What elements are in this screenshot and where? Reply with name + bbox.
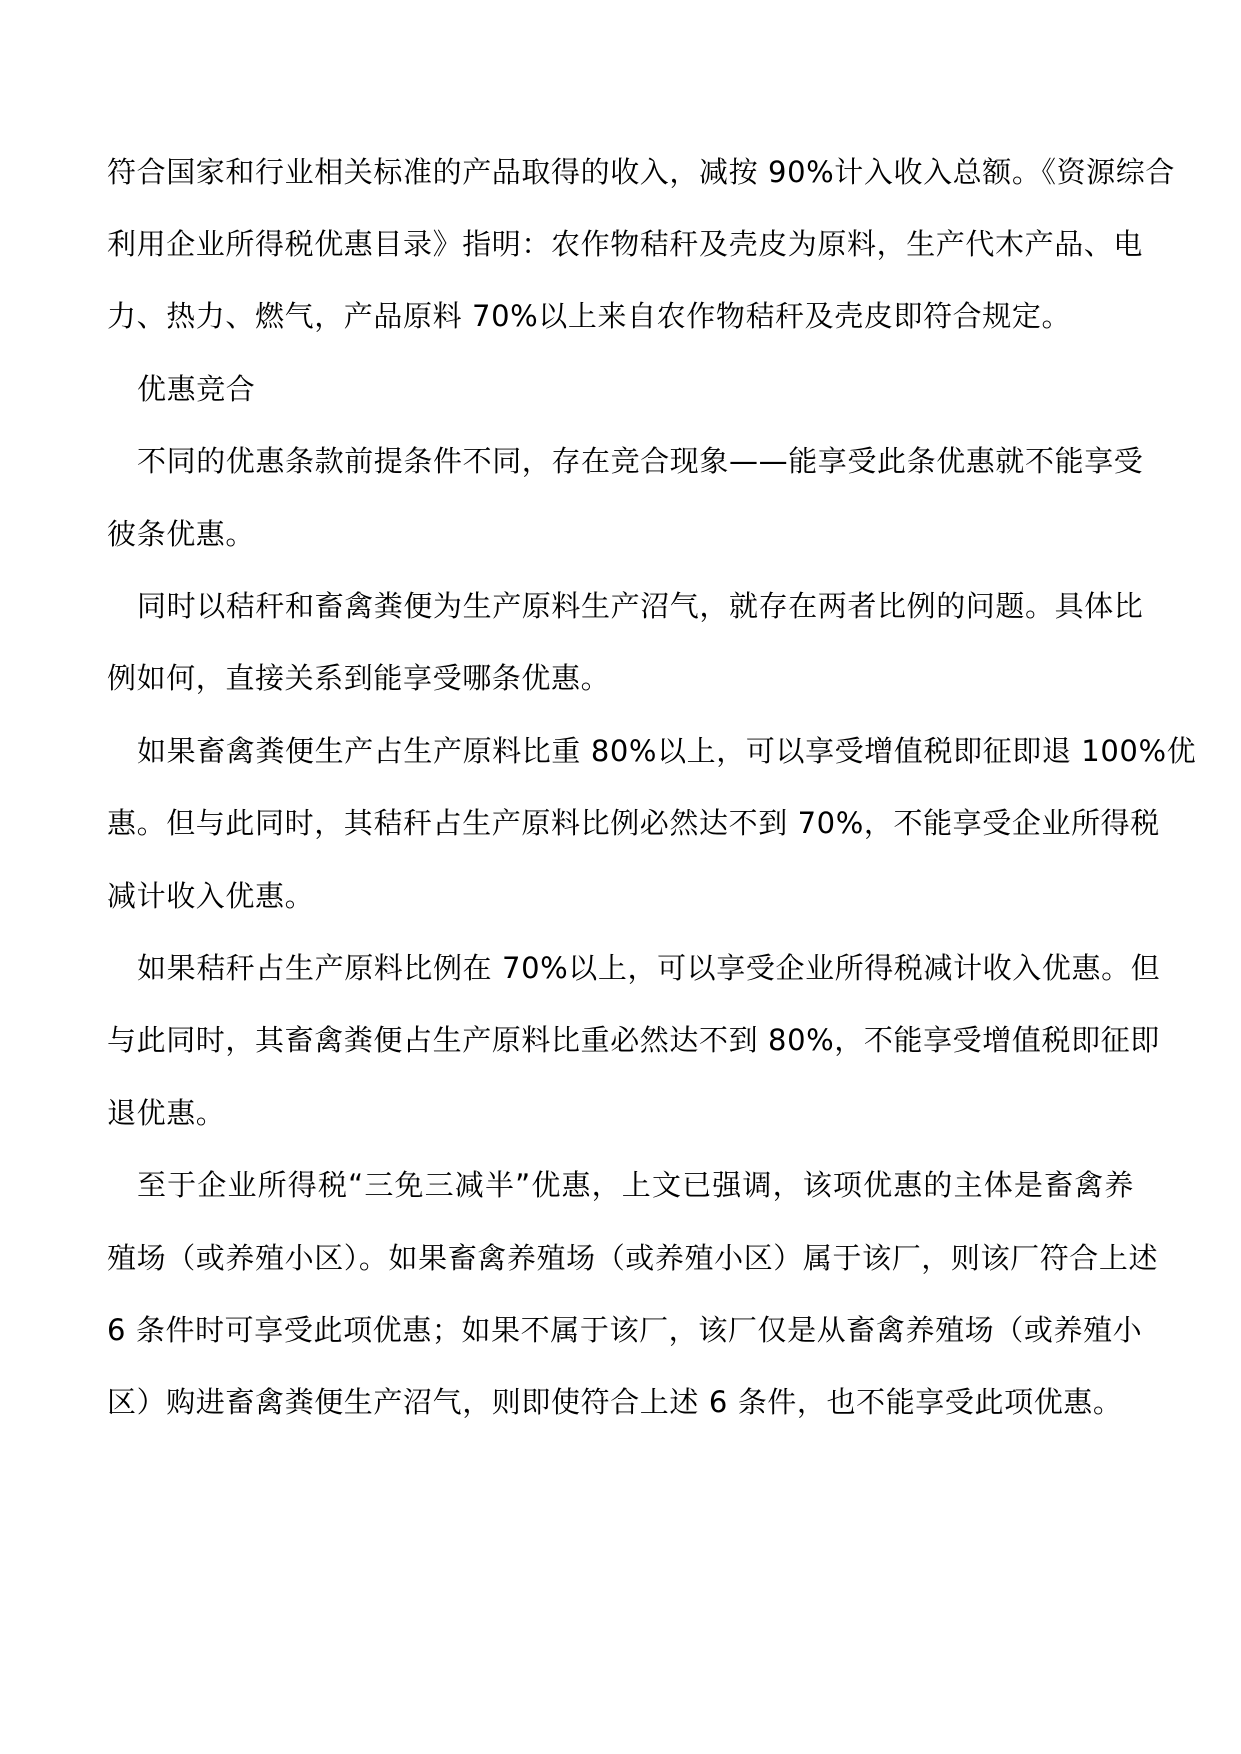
text-line: 退优惠。	[107, 1096, 226, 1130]
text-line: 符合国家和行业相关标准的产品取得的收入，减按 90%计入收入总额。《资源综合	[107, 155, 1175, 189]
text-line: 至于企业所得税“三免三减半”优惠，上文已强调，该项优惠的主体是畜禽养	[137, 1168, 1134, 1202]
text-line: 减计收入优惠。	[107, 879, 315, 913]
text-line: 如果畜禽粪便生产占生产原料比重 80%以上，可以享受增值税即征即退 100%优	[137, 734, 1197, 768]
text-line: 例如何，直接关系到能享受哪条优惠。	[107, 661, 611, 695]
section-heading: 优惠竞合	[137, 372, 256, 406]
text-line: 不同的优惠条款前提条件不同，存在竞合现象——能享受此条优惠就不能享受	[137, 444, 1144, 478]
text-line: 如果秸秆占生产原料比例在 70%以上，可以享受企业所得税减计收入优惠。但	[137, 951, 1161, 985]
text-line: 同时以秸秆和畜禽粪便为生产原料生产沼气，就存在两者比例的问题。具体比	[137, 589, 1144, 623]
text-line: 彼条优惠。	[107, 517, 256, 551]
text-line: 利用企业所得税优惠目录》指明：农作物秸秆及壳皮为原料，生产代木产品、电	[107, 227, 1144, 261]
text-line: 区）购进畜禽粪便生产沼气，则即使符合上述 6 条件，也不能享受此项优惠。	[107, 1385, 1123, 1419]
text-line: 殖场（或养殖小区）。如果畜禽养殖场（或养殖小区）属于该厂，则该厂符合上述	[107, 1241, 1159, 1275]
text-line: 6 条件时可享受此项优惠；如果不属于该厂，该厂仅是从畜禽养殖场（或养殖小	[107, 1313, 1143, 1347]
text-line: 力、热力、燃气，产品原料 70%以上来自农作物秸秆及壳皮即符合规定。	[107, 299, 1072, 333]
text-line: 与此同时，其畜禽粪便占生产原料比重必然达不到 80%，不能享受增值税即征即	[107, 1023, 1160, 1057]
text-line: 惠。但与此同时，其秸秆占生产原料比例必然达不到 70%，不能享受企业所得税	[107, 806, 1160, 840]
